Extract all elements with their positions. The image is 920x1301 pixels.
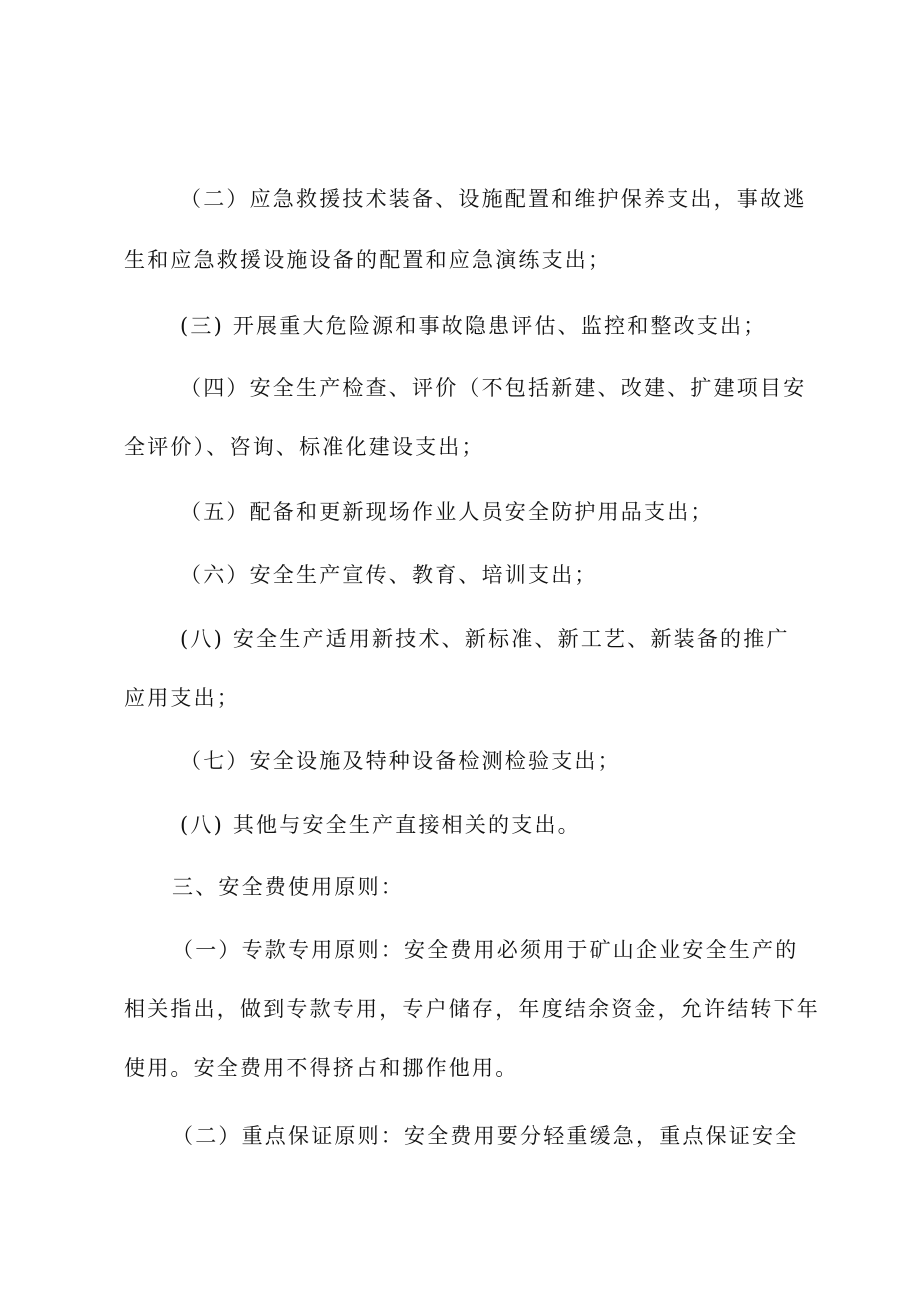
paragraph-line: (八) 安全生产适用新技术、新标准、新工艺、新装备的推广 <box>180 627 790 651</box>
paragraph-line: （五）配备和更新现场作业人员安全防护用品支出； <box>180 500 714 524</box>
paragraph-line: 相关指出，做到专款专用，专户储存，年度结余资金，允许结转下年 <box>124 997 820 1021</box>
paragraph-line: （二）重点保证原则：安全费用要分轻重缓急，重点保证安全 <box>172 1124 799 1148</box>
paragraph-line: （二）应急救援技术装备、设施配置和维护保养支出，事故逃 <box>180 187 807 211</box>
paragraph-line: （一）专款专用原则：安全费用必须用于矿山企业安全生产的 <box>172 938 799 962</box>
paragraph-line: （六）安全生产宣传、教育、培训支出； <box>180 563 598 587</box>
paragraph-line: 全评价）、咨询、标准化建设支出； <box>124 435 485 459</box>
paragraph-line: 使用。安全费用不得挤占和挪作他用。 <box>124 1056 519 1080</box>
paragraph-line: 生和应急救援设施设备的配置和应急演练支出； <box>124 248 612 272</box>
paragraph-line: (八) 其他与安全生产直接相关的支出。 <box>180 813 581 837</box>
section-heading: 三、安全费使用原则： <box>172 875 404 899</box>
paragraph-line: （七）安全设施及特种设备检测检验支出； <box>180 749 621 773</box>
paragraph-line: (三) 开展重大危险源和事故隐患评估、监控和整改支出； <box>180 314 767 338</box>
paragraph-line: 应用支出； <box>124 686 240 710</box>
paragraph-line: （四）安全生产检查、评价（不包括新建、改建、扩建项目安 <box>180 376 807 400</box>
